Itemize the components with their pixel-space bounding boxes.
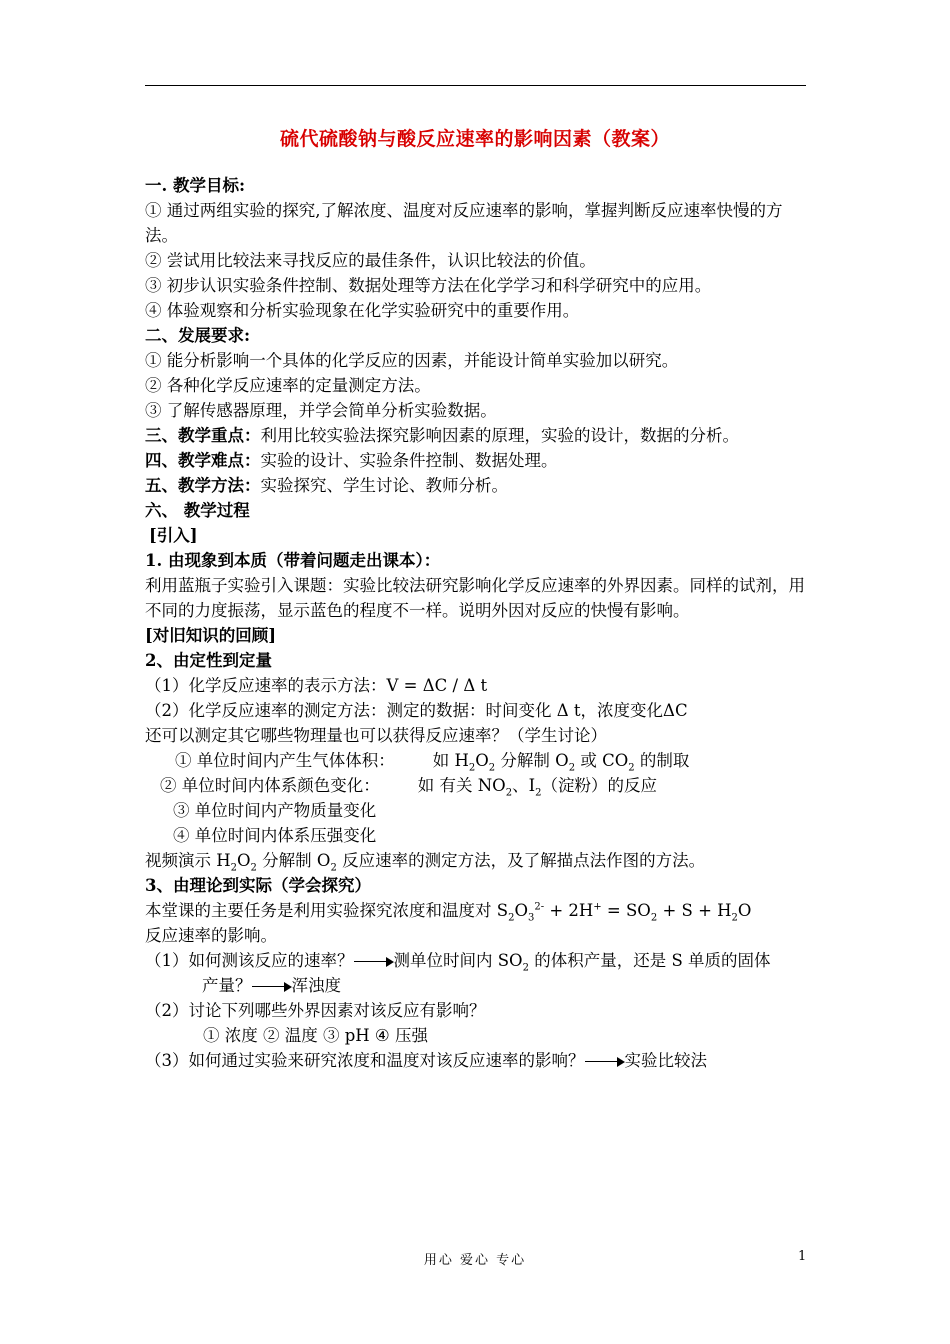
formula-part: = SO [601, 901, 651, 920]
method-1-example: 如 H [432, 751, 469, 770]
question-2-options: ① 浓度 ② 温度 ③ pH ④ 压强 [203, 1026, 428, 1045]
formula-part: 分解制 O [256, 851, 331, 870]
discussion-question: 还可以测定其它哪些物理量也可以获得反应速率？（学生讨论） [145, 726, 607, 745]
method-2-example: 如 有关 NO [417, 776, 506, 795]
method-item-1 [145, 748, 810, 773]
superscript: 2- [534, 901, 545, 913]
objective-item-3: ③ 初步认识实验条件控制、数据处理等方法在化学学习和科学研究中的应用。 [145, 276, 712, 295]
key-points-text: 利用比较实验法探究影响因素的原理，实验的设计，数据的分析。 [260, 426, 739, 445]
question-1 [145, 948, 810, 973]
section-key-points [145, 423, 810, 448]
question-1-answer: 测单位时间内 SO [393, 951, 523, 970]
method-item-3: ③ 单位时间内产物质量变化 [173, 801, 377, 820]
formula-part: O [475, 751, 489, 770]
subscript: 2 [250, 862, 257, 874]
section-difficulties [145, 448, 810, 473]
arrow-right-icon [585, 1057, 625, 1067]
header-rule [145, 85, 806, 86]
subscript: 2 [568, 762, 576, 774]
subscript: 2 [650, 912, 658, 924]
question-1-cont [145, 973, 810, 998]
part1-heading: 1. 由现象到本质（带着问题走出课本）： [145, 551, 441, 570]
subscript: 2 [468, 762, 476, 774]
subscript: 2 [535, 787, 542, 799]
document-body [145, 173, 810, 1073]
subscript: 2 [522, 962, 529, 974]
part1-text: 利用蓝瓶子实验引入课题：实验比较法研究影响化学反应速率的外界因素。同样的试剂，用不同的力度振荡，显示蓝色的程度不一样。说明外因对反应的快慢有影响。 [145, 576, 805, 620]
subscript: 2 [505, 787, 513, 799]
formula-part: O [514, 901, 528, 920]
footer-motto: 用心 爱心 专心 [423, 1253, 527, 1268]
question-3-answer: 实验比较法 [624, 1051, 707, 1070]
section-requirements-heading: 二、发展要求: [145, 326, 251, 345]
method-2-label: ② 单位时间内体系颜色变化： [160, 776, 380, 795]
rate-measurement-line: （2）化学反应速率的测定方法：测定的数据：时间变化 Δ t，浓度变化ΔC [145, 701, 688, 720]
intro-label: [引入] [149, 526, 198, 545]
question-3-text: （3）如何通过实验来研究浓度和温度对该反应速率的影响？ [145, 1051, 585, 1070]
question-3 [145, 1048, 810, 1073]
method-1-label: ① 单位时间内产生气体体积： [175, 751, 395, 770]
task-line-2: 反应速率的影响。 [145, 926, 277, 945]
requirement-item-1: ① 能分析影响一个具体的化学反应的因素，并能设计简单实验加以研究。 [145, 351, 679, 370]
method-item-4: ④ 单位时间内体系压强变化 [173, 826, 377, 845]
question-2: （2）讨论下列哪些外界因素对该反应有影响？ [145, 1001, 486, 1020]
question-1-text-cont: 产量？ [202, 976, 252, 995]
formula-part: + 2H [544, 901, 594, 920]
question-1-answer-cont: 的体积产量，还是 S 单质的固体 [528, 951, 771, 970]
difficulties-heading: 四、教学难点： [145, 451, 261, 470]
question-1-answer-2: 浑浊度 [291, 976, 341, 995]
subscript: 2 [508, 912, 515, 924]
section-objectives-heading: 一. 教学目标: [145, 176, 246, 195]
part3-heading: 3、由理论到实际（学会探究） [145, 876, 371, 895]
formula-part: 本堂课的主要任务是利用实验探究浓度和温度对 S [145, 901, 509, 920]
arrow-right-icon [252, 982, 292, 992]
subscript: 2 [731, 912, 738, 924]
formula-part: 视频演示 H [145, 851, 231, 870]
subscript: 2 [330, 862, 337, 874]
video-demo-line [145, 848, 810, 873]
formula-part: 、I [512, 776, 536, 795]
methods-text: 实验探究、学生讨论、教师分析。 [260, 476, 508, 495]
review-label: [对旧知识的回顾] [145, 626, 277, 645]
formula-part: 的制取 [634, 751, 690, 770]
subscript: 2 [488, 762, 496, 774]
methods-heading: 五、教学方法： [145, 476, 261, 495]
method-item-2 [145, 773, 810, 798]
objective-item-4: ④ 体验观察和分析实验现象在化学实验研究中的重要作用。 [145, 301, 580, 320]
question-1-text: （1）如何测该反应的速率？ [145, 951, 354, 970]
subscript: 2 [230, 862, 238, 874]
formula-part: 分解制 O [495, 751, 569, 770]
superscript: + [593, 901, 602, 913]
task-equation-line [145, 898, 810, 923]
formula-part: 反应速率的测定方法，及了解描点法作图的方法。 [336, 851, 706, 870]
part2-heading: 2、由定性到定量 [145, 651, 272, 670]
rate-expression-line: （1）化学反应速率的表示方法：V = ΔC / Δ t [145, 676, 488, 695]
section-methods [145, 473, 810, 498]
subscript: 2 [628, 762, 635, 774]
objective-item-1: ① 通过两组实验的探究,了解浓度、温度对反应速率的影响，掌握判断反应速率快慢的方法。 [145, 201, 783, 245]
formula-part: + S + H [657, 901, 732, 920]
formula-part: O [237, 851, 251, 870]
difficulties-text: 实验的设计、实验条件控制、数据处理。 [260, 451, 558, 470]
key-points-heading: 三、教学重点： [145, 426, 261, 445]
formula-part: O [737, 901, 752, 920]
section-process-heading: 六、 教学过程 [145, 501, 250, 520]
formula-part: （淀粉）的反应 [541, 776, 657, 795]
page-number: 1 [798, 1249, 807, 1264]
requirement-item-2: ② 各种化学反应速率的定量测定方法。 [145, 376, 431, 395]
formula-part: 或 CO [575, 751, 629, 770]
document-title: 硫代硫酸钠与酸反应速率的影响因素（教案） [279, 128, 670, 150]
subscript: 3 [527, 912, 535, 924]
arrow-right-icon [354, 957, 394, 967]
requirement-item-3: ③ 了解传感器原理，并学会简单分析实验数据。 [145, 401, 497, 420]
objective-item-2: ② 尝试用比较法来寻找反应的最佳条件，认识比较法的价值。 [145, 251, 596, 270]
